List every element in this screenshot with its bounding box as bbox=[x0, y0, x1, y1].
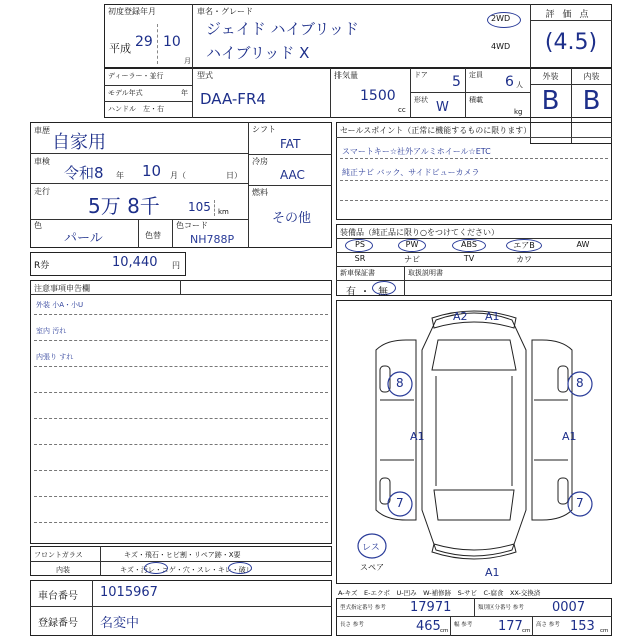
warranty-label: 新車保証書 bbox=[340, 269, 375, 277]
era-label: 平成 bbox=[109, 42, 131, 55]
handle-label: ハンドル 左・右 bbox=[108, 105, 164, 113]
damage-legend: A-キズ E-エクボ U-凹み W-補修跡 S-サビ C-腐食 XX-交換済 bbox=[338, 589, 541, 597]
shift-label: シフト bbox=[252, 125, 276, 134]
inspection-year: 令和8 bbox=[64, 164, 104, 182]
warranty-dot: ・ bbox=[360, 287, 370, 298]
interior-options: キズ・汚レ・コゲ・穴・スレ・キレ・破レ bbox=[120, 566, 253, 574]
person-unit: 人 bbox=[516, 81, 523, 89]
equip-pw: PW bbox=[405, 240, 419, 249]
height-unit: cm bbox=[600, 628, 609, 634]
color-value: パール bbox=[64, 231, 103, 246]
notes-box bbox=[30, 280, 332, 544]
spare-note: レス bbox=[362, 543, 380, 553]
width-value: 177 bbox=[498, 619, 523, 634]
ext-label: 外装 bbox=[542, 72, 559, 81]
cc-unit: cc bbox=[398, 106, 406, 114]
ext-grade: B bbox=[541, 86, 560, 116]
ac-value: AAC bbox=[280, 168, 305, 182]
mileage-value: 5万 8千 bbox=[88, 194, 160, 218]
usage-value: 自家用 bbox=[52, 132, 106, 153]
model-no-value: 17971 bbox=[410, 600, 452, 615]
mark-front-a2: A2 bbox=[453, 310, 468, 323]
height-label: 高さ 参考 bbox=[536, 622, 560, 628]
windshield-label: フロントガラス bbox=[34, 551, 83, 559]
width-unit: cm bbox=[522, 628, 531, 634]
mileage-label: 走行 bbox=[34, 187, 50, 196]
int-label: 内装 bbox=[583, 72, 600, 81]
door-value: 5 bbox=[452, 74, 461, 90]
inspection-year-unit: 年 bbox=[116, 171, 124, 180]
mark-wheel-fl: 8 bbox=[396, 376, 404, 390]
type-label: 型式 bbox=[197, 71, 213, 80]
fuel-value: その他 bbox=[272, 211, 312, 226]
capacity-label: 定員 bbox=[469, 71, 483, 79]
capacity-value: 6 bbox=[505, 74, 514, 90]
note-line-1: 外装 小A・小U bbox=[36, 301, 84, 309]
mark-right-side: A1 bbox=[562, 430, 577, 443]
mark-wheel-rl: 7 bbox=[396, 496, 404, 510]
grade-name: ハイブリッド X bbox=[206, 44, 310, 62]
equip-tv: TV bbox=[463, 254, 475, 263]
notes-title: 注意事項申告欄 bbox=[34, 284, 90, 293]
recycle-unit: 円 bbox=[172, 261, 180, 270]
mark-wheel-fr: 8 bbox=[576, 376, 584, 390]
color-code-value: NH788P bbox=[190, 233, 235, 246]
reg-number-value: 名変中 bbox=[100, 616, 140, 631]
equip-navi: ナビ bbox=[404, 255, 420, 264]
color-swap-label: 色替 bbox=[145, 231, 161, 240]
score-label: 評価点 bbox=[545, 10, 597, 20]
equip-airbag: エアB bbox=[513, 241, 535, 250]
equipment-title: 装備品（純正品に限り○をつけてください） bbox=[340, 228, 499, 237]
class-no-value: 0007 bbox=[552, 600, 586, 615]
year-unit: 年 bbox=[181, 89, 188, 97]
interior-scuff-circle bbox=[228, 562, 252, 574]
door-label: ドア bbox=[414, 71, 428, 79]
model-code: DAA-FR4 bbox=[200, 90, 266, 108]
reg-year: 29 bbox=[135, 34, 153, 50]
equip-ps: PS bbox=[355, 240, 365, 249]
score-value: (4.5) bbox=[544, 30, 598, 55]
recycle-label: R券 bbox=[34, 261, 50, 271]
warranty-yes: 有 bbox=[346, 287, 356, 298]
inspection-month: 10 bbox=[142, 162, 162, 180]
km-unit: km bbox=[218, 208, 229, 216]
int-grade: B bbox=[582, 86, 601, 116]
mileage-extra: 105 bbox=[188, 200, 211, 214]
color-label: 色 bbox=[34, 221, 42, 230]
mark-front-a1: A1 bbox=[485, 310, 500, 323]
width-label: 幅 参考 bbox=[454, 622, 473, 628]
model-year-label: モデル年式 bbox=[108, 89, 143, 97]
reg-date-label: 初度登録年月 bbox=[108, 7, 156, 16]
windshield-options: キズ・飛石・ヒビ割・リペア跡・X要 bbox=[124, 551, 241, 559]
kg-unit: kg bbox=[514, 108, 523, 116]
sales-point-line-1: スマートキー☆社外アルミホイール☆ETC bbox=[342, 147, 491, 156]
chassis-value: 1015967 bbox=[100, 585, 158, 600]
color-code-label: 色コード bbox=[176, 221, 208, 230]
equip-aw: AW bbox=[576, 240, 590, 249]
shape-label: 形状 bbox=[414, 96, 428, 104]
mark-left-side: A1 bbox=[410, 430, 425, 443]
length-value: 465 bbox=[416, 619, 441, 634]
month-unit: 月 bbox=[184, 57, 191, 65]
mark-rear-a1: A1 bbox=[485, 566, 500, 579]
height-value: 153 bbox=[570, 619, 595, 634]
spare-label: スペア bbox=[360, 563, 384, 572]
equip-leather: カワ bbox=[516, 255, 532, 264]
load-label: 積載 bbox=[469, 96, 483, 104]
dealer-label: ディーラー・並行 bbox=[108, 72, 164, 80]
note-line-2: 室内 汚れ bbox=[36, 327, 67, 335]
inspection-month-unit: 月（ bbox=[170, 171, 186, 180]
displacement-value: 1500 bbox=[360, 88, 396, 104]
car-name: ジェイド ハイブリッド bbox=[206, 20, 359, 38]
usage-label: 車歴 bbox=[34, 126, 50, 135]
equip-abs: ABS bbox=[461, 240, 477, 249]
recycle-box bbox=[30, 252, 186, 276]
inspection-label: 車検 bbox=[34, 157, 50, 166]
model-no-label: 型式指定番号 参考 bbox=[340, 605, 386, 611]
interior-dirt-circle bbox=[144, 562, 168, 574]
reg-number-label: 登録番号 bbox=[38, 618, 78, 629]
drive-2wd: 2WD bbox=[491, 14, 511, 23]
fuel-label: 燃料 bbox=[252, 188, 268, 197]
note-line-3: 内張り すれ bbox=[36, 353, 74, 361]
displacement-label: 排気量 bbox=[334, 71, 358, 80]
name-grade-label: 車名・グレード bbox=[197, 7, 253, 16]
sales-point-line-2: 純正ナビ バック、サイドビューカメラ bbox=[342, 168, 480, 177]
length-unit: cm bbox=[440, 628, 449, 634]
shape-value: W bbox=[436, 100, 449, 115]
warranty-no: 無 bbox=[378, 287, 388, 298]
chassis-label: 車台番号 bbox=[38, 591, 78, 602]
equip-sr: SR bbox=[354, 254, 366, 263]
class-no-label: 類別区分番号 参考 bbox=[478, 605, 524, 611]
ac-label: 冷房 bbox=[252, 157, 268, 166]
mark-wheel-rr: 7 bbox=[576, 496, 584, 510]
inspection-day-unit: 日） bbox=[226, 171, 242, 180]
sales-point-title: セールスポイント（正常に機能するものに限ります） bbox=[340, 126, 532, 135]
manual-label: 取扱説明書 bbox=[408, 269, 443, 277]
shift-value: FAT bbox=[280, 137, 301, 151]
reg-month: 10 bbox=[163, 34, 181, 50]
recycle-amount: 10,440 bbox=[112, 255, 158, 270]
interior-label: 内装 bbox=[56, 566, 70, 574]
length-label: 長さ 参考 bbox=[340, 622, 364, 628]
drive-4wd: 4WD bbox=[491, 42, 511, 51]
